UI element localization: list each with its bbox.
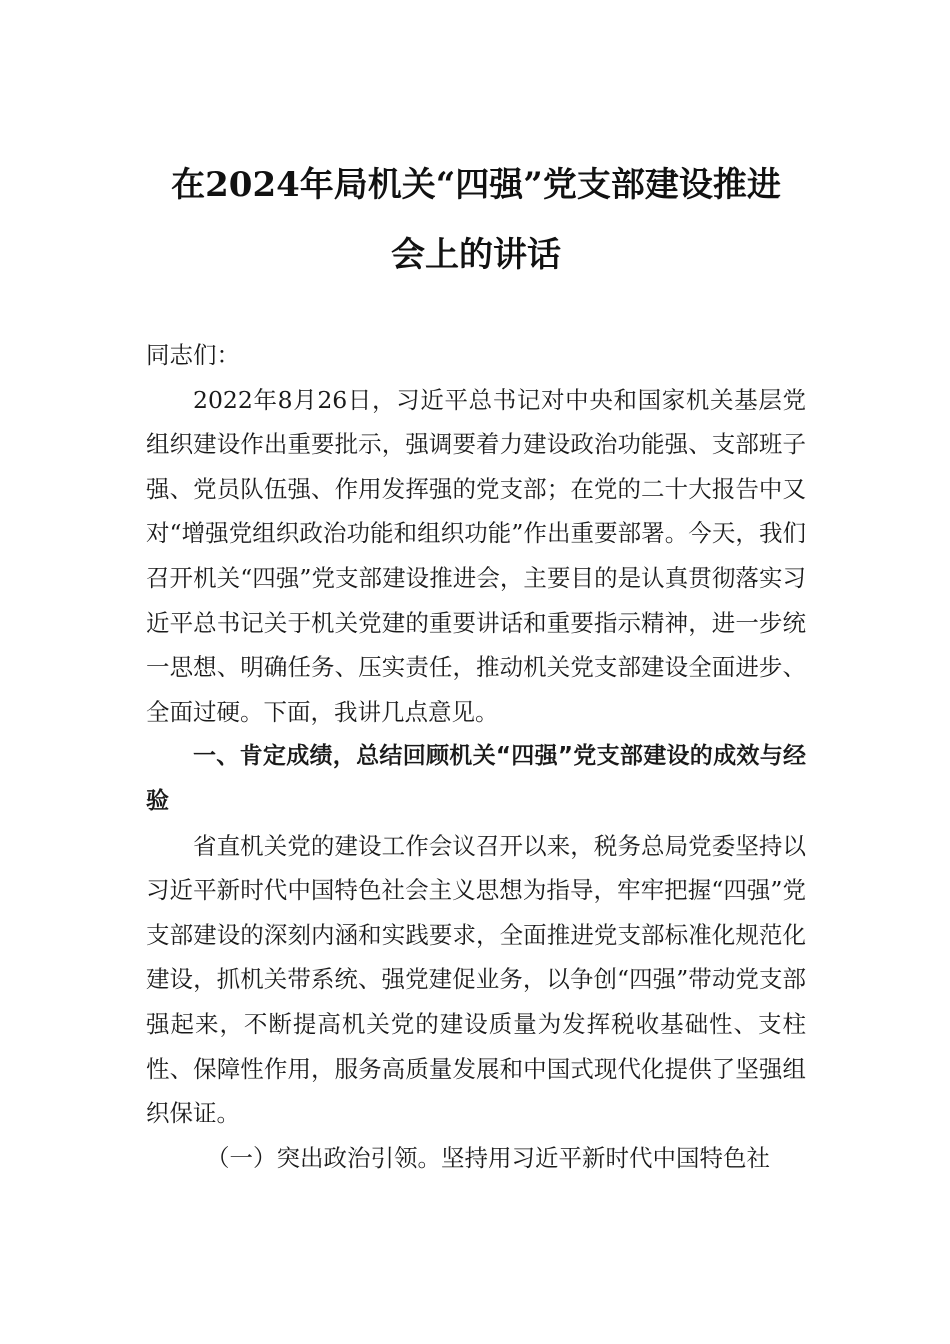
document-body — [146, 333, 806, 1180]
document-title — [146, 150, 806, 290]
paragraph-achievements: 省直机关党的建设工作会议召开以来，税务总局党委坚持以习近平新时代中国特色社会主义思想为指导，牢牢把握“四强”党支部建设的深刻内涵和实践要求，全面推进党支部标准化规范化建设，抓机关带系统、强党建促业务，以争创“四强”带动党支部强起来，不断提高机关党的建设质量为发挥税收基础性、支柱性、保障性作用，服务高质量发展和中国式现代化提供了坚强组织保证。 — [146, 831, 806, 1128]
salutation: 同志们： — [146, 341, 240, 369]
title-line-2: 会上的讲话 — [391, 235, 561, 275]
section-heading-1: 一、肯定成绩，总结回顾机关“四强”党支部建设的成效与经验 — [146, 743, 806, 814]
subsection-heading-1: （一）突出政治引领。坚持用习近平新时代中国特色社 — [206, 1143, 770, 1172]
title-line-1: 在2024年局机关“四强”党支部建设推进 — [171, 165, 781, 205]
paragraph-intro: 2022年8月26日，习近平总书记对中央和国家机关基层党组织建设作出重要批示，强调要着力建设政治功能强、支部班子强、党员队伍强、作用发挥强的党支部；在党的二十大报告中又对“增强党组织政治功能和组织功能”作出重要部署。今天，我们召开机关“四强”党支部建设推进会，主要目的是认真贯彻落实习近平总书记关于机关党建的重要讲话和重要指示精神，进一步统一思想、明确任务、压实责任，推动机关党支部建设全面进步、全面过硬。下面，我讲几点意见。 — [146, 385, 806, 726]
